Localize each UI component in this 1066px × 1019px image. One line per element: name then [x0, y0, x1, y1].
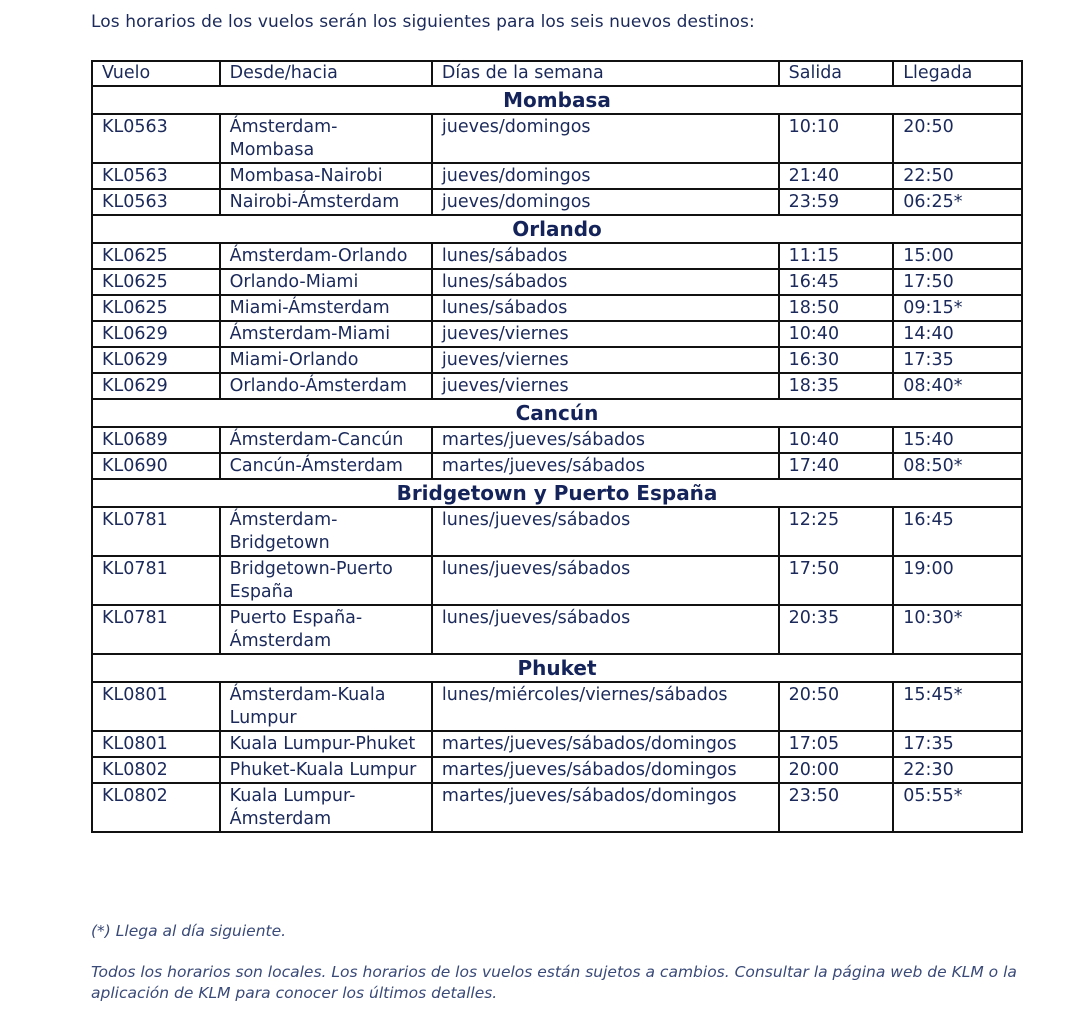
days: jueves/domingos [432, 114, 779, 163]
flight-number: KL0629 [92, 373, 220, 399]
days: martes/jueves/sábados/domingos [432, 783, 779, 832]
arrival-time: 10:30* [893, 605, 1022, 654]
flight-number: KL0629 [92, 321, 220, 347]
flight-number: KL0625 [92, 269, 220, 295]
table-row [92, 427, 1022, 453]
arrival-time: 17:35 [893, 347, 1022, 373]
arrival-time: 05:55* [893, 783, 1022, 832]
section-row [92, 654, 1022, 682]
flight-number: KL0802 [92, 757, 220, 783]
departure-time: 18:35 [779, 373, 894, 399]
arrival-time: 15:45* [893, 682, 1022, 731]
section-title: Orlando [92, 215, 1022, 243]
departure-time: 10:10 [779, 114, 894, 163]
departure-time: 20:35 [779, 605, 894, 654]
table-row [92, 682, 1022, 731]
arrival-time: 22:50 [893, 163, 1022, 189]
departure-time: 23:59 [779, 189, 894, 215]
route: Ámsterdam-Mombasa [220, 114, 432, 163]
flight-number: KL0801 [92, 682, 220, 731]
route: Nairobi-Ámsterdam [220, 189, 432, 215]
flight-number: KL0629 [92, 347, 220, 373]
days: martes/jueves/sábados [432, 453, 779, 479]
departure-time: 10:40 [779, 321, 894, 347]
flight-number: KL0625 [92, 243, 220, 269]
section-row [92, 215, 1022, 243]
flight-number: KL0563 [92, 114, 220, 163]
arrival-time: 19:00 [893, 556, 1022, 605]
departure-time: 20:50 [779, 682, 894, 731]
flight-number: KL0781 [92, 556, 220, 605]
section-title: Mombasa [92, 86, 1022, 114]
flight-number: KL0801 [92, 731, 220, 757]
section-row [92, 479, 1022, 507]
table-body [92, 86, 1022, 832]
route: Kuala Lumpur-Ámsterdam [220, 783, 432, 832]
arrival-time: 08:40* [893, 373, 1022, 399]
section-title: Bridgetown y Puerto España [92, 479, 1022, 507]
table-row [92, 269, 1022, 295]
section-title: Cancún [92, 399, 1022, 427]
days: jueves/domingos [432, 163, 779, 189]
route: Ámsterdam-Miami [220, 321, 432, 347]
arrival-time: 15:40 [893, 427, 1022, 453]
disclaimer: Todos los horarios son locales. Los horarios de los vuelos están sujetos a cambios. Consultar la página web de KLM o la aplicación de KLM para conocer los últimos detalles. [91, 963, 1017, 1002]
days: lunes/sábados [432, 269, 779, 295]
column-header-days: Días de la semana [432, 61, 779, 86]
flight-number: KL0563 [92, 163, 220, 189]
flight-number: KL0625 [92, 295, 220, 321]
departure-time: 12:25 [779, 507, 894, 556]
table-row [92, 453, 1022, 479]
departure-time: 16:30 [779, 347, 894, 373]
table-row [92, 731, 1022, 757]
table-row [92, 295, 1022, 321]
route: Miami-Orlando [220, 347, 432, 373]
route: Puerto España-Ámsterdam [220, 605, 432, 654]
table-row [92, 507, 1022, 556]
section-title: Phuket [92, 654, 1022, 682]
section-row [92, 86, 1022, 114]
table-header-row [92, 61, 1022, 86]
departure-time: 11:15 [779, 243, 894, 269]
table-row [92, 757, 1022, 783]
route: Cancún-Ámsterdam [220, 453, 432, 479]
days: lunes/sábados [432, 295, 779, 321]
route: Kuala Lumpur-Phuket [220, 731, 432, 757]
days: jueves/domingos [432, 189, 779, 215]
departure-time: 10:40 [779, 427, 894, 453]
departure-time: 17:50 [779, 556, 894, 605]
route: Bridgetown-Puerto España [220, 556, 432, 605]
arrival-time: 17:50 [893, 269, 1022, 295]
table-row [92, 189, 1022, 215]
route: Mombasa-Nairobi [220, 163, 432, 189]
arrival-time: 17:35 [893, 731, 1022, 757]
days: jueves/viernes [432, 347, 779, 373]
table-row [92, 605, 1022, 654]
section-row [92, 399, 1022, 427]
arrival-time: 20:50 [893, 114, 1022, 163]
days: lunes/jueves/sábados [432, 507, 779, 556]
days: lunes/sábados [432, 243, 779, 269]
days: lunes/miércoles/viernes/sábados [432, 682, 779, 731]
arrival-time: 15:00 [893, 243, 1022, 269]
days: lunes/jueves/sábados [432, 605, 779, 654]
arrival-time: 16:45 [893, 507, 1022, 556]
footnote: (*) Llega al día siguiente. [91, 922, 287, 940]
route: Orlando-Miami [220, 269, 432, 295]
table-row [92, 163, 1022, 189]
arrival-time: 08:50* [893, 453, 1022, 479]
departure-time: 23:50 [779, 783, 894, 832]
flight-number: KL0689 [92, 427, 220, 453]
flight-number: KL0690 [92, 453, 220, 479]
flight-number: KL0781 [92, 605, 220, 654]
arrival-time: 09:15* [893, 295, 1022, 321]
route: Orlando-Ámsterdam [220, 373, 432, 399]
table-row [92, 783, 1022, 832]
route: Ámsterdam-Kuala Lumpur [220, 682, 432, 731]
route: Miami-Ámsterdam [220, 295, 432, 321]
days: jueves/viernes [432, 321, 779, 347]
arrival-time: 22:30 [893, 757, 1022, 783]
table-row [92, 347, 1022, 373]
table-row [92, 321, 1022, 347]
departure-time: 17:40 [779, 453, 894, 479]
days: martes/jueves/sábados/domingos [432, 757, 779, 783]
intro-text: Los horarios de los vuelos serán los siguientes para los seis nuevos destinos: [91, 12, 755, 32]
table-row [92, 114, 1022, 163]
days: lunes/jueves/sábados [432, 556, 779, 605]
departure-time: 17:05 [779, 731, 894, 757]
flight-number: KL0802 [92, 783, 220, 832]
departure-time: 16:45 [779, 269, 894, 295]
flight-number: KL0563 [92, 189, 220, 215]
route: Phuket-Kuala Lumpur [220, 757, 432, 783]
route: Ámsterdam-Bridgetown [220, 507, 432, 556]
departure-time: 21:40 [779, 163, 894, 189]
table-row [92, 243, 1022, 269]
column-header-route: Desde/hacia [220, 61, 432, 86]
departure-time: 18:50 [779, 295, 894, 321]
days: jueves/viernes [432, 373, 779, 399]
column-header-arrival: Llegada [893, 61, 1022, 86]
flight-schedule-table [91, 60, 1023, 833]
column-header-flight: Vuelo [92, 61, 220, 86]
route: Ámsterdam-Orlando [220, 243, 432, 269]
table-row [92, 373, 1022, 399]
arrival-time: 14:40 [893, 321, 1022, 347]
departure-time: 20:00 [779, 757, 894, 783]
column-header-departure: Salida [779, 61, 894, 86]
days: martes/jueves/sábados [432, 427, 779, 453]
arrival-time: 06:25* [893, 189, 1022, 215]
flight-number: KL0781 [92, 507, 220, 556]
table-row [92, 556, 1022, 605]
route: Ámsterdam-Cancún [220, 427, 432, 453]
days: martes/jueves/sábados/domingos [432, 731, 779, 757]
